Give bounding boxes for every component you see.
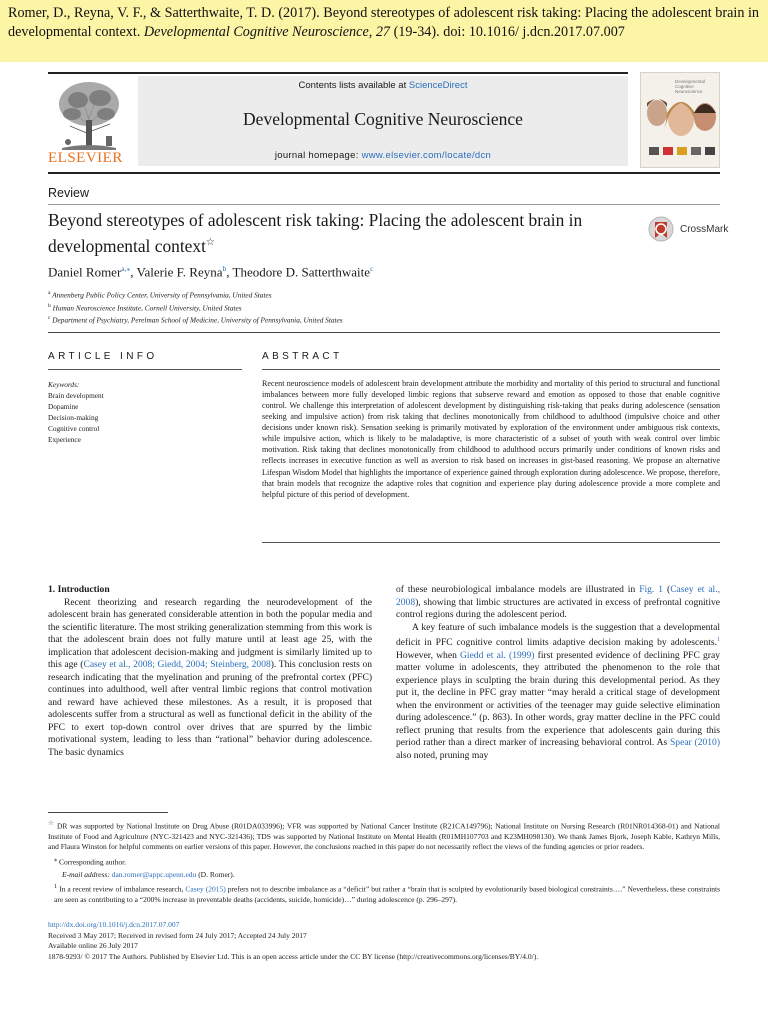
header-rule-top bbox=[48, 72, 628, 74]
author-list: Daniel Romer$^{a,⁎}$, Valerie F. Reyna$^b$, Theodore D. Satterthwaite$^c$ bbox=[48, 264, 374, 280]
footnote-mark: 1 bbox=[54, 883, 58, 891]
received-dates: Received 3 May 2017; Received in revised form 24 July 2017; Accepted 24 July 2017 bbox=[48, 930, 307, 940]
doi-link[interactable]: http://dx.doi.org/10.1016/j.dcn.2017.07.007 bbox=[48, 920, 180, 929]
affiliation-mark: c bbox=[48, 315, 51, 322]
author-affiliation-mark[interactable]: a,⁎ bbox=[121, 264, 131, 273]
footnote-mark: ⁎ bbox=[54, 855, 58, 863]
citation-doi: (19-34). doi: 10.1016/ j.dcn.2017.07.007 bbox=[390, 23, 625, 40]
author-affiliation-mark[interactable]: c bbox=[370, 264, 374, 273]
footnote-text: prefers not to describe imbalance as a “deficit” but rather a “brain that is sculpted by evolutionarily based biological constraints….” Nevertheless, these constraints are seen as contributing to a “200% increase in preventable deaths (accidents, suicide, homicide)…” during adolescence (p. 296–297). bbox=[54, 884, 721, 904]
body-text: of these neurobiological imbalance models are illustrated in bbox=[396, 584, 640, 595]
body-text: ), showing that limbic structures are activated in excess of prefrontal cognitive control regions during the adolescent period. bbox=[396, 596, 720, 620]
article-type: Review bbox=[48, 186, 89, 200]
body-column-right bbox=[396, 584, 720, 762]
keyword-item: Experience bbox=[48, 435, 81, 445]
homepage-link[interactable]: www.elsevier.com/locate/dcn bbox=[361, 150, 492, 161]
keywords-label: Keywords: bbox=[48, 380, 80, 389]
article-metadata bbox=[48, 920, 720, 962]
author-name: Daniel Romer bbox=[48, 264, 122, 280]
contents-prefix: Contents lists available at bbox=[298, 80, 409, 91]
crossmark-label[interactable]: CrossMark bbox=[680, 224, 729, 235]
title-footnote-mark: ☆ bbox=[205, 236, 215, 248]
citation-link[interactable]: Casey et al., 2008 bbox=[396, 584, 720, 608]
available-online: Available online 26 July 2017 bbox=[48, 941, 138, 951]
footnote-rule bbox=[48, 812, 168, 813]
affiliation-text: Annenberg Public Policy Center, University of Pennsylvania, United States bbox=[52, 290, 272, 300]
footnote-text: In a recent review of imbalance research, bbox=[59, 884, 186, 894]
journal-homepage-line bbox=[138, 150, 628, 161]
body-text: first presented evidence of declining PFC gray matter volume in adolescents, they attributed the phenomenon to the role that experience plays in sculpting the brain during this developmental period. As they put it, the decline in PFC gray matter “may herald a critical stage of development when the environment or activities of the teenager may guide selective elimination during adolescence.” (p. 863). In other words, gray matter decline in the PFC could reflect pruning that results from the experience that adolescents gain during this period rather than a direct marker of increasing behavioral control. As bbox=[396, 649, 720, 749]
body-text: A key feature of such imbalance models is the suggestion that a developmental deficit in PFC cognitive control limits adaptive decision making by adolescents. bbox=[396, 621, 720, 649]
body-text: ( bbox=[663, 584, 671, 595]
author-name: Valerie F. Reyna bbox=[136, 264, 223, 280]
keyword-item: Cognitive control bbox=[48, 424, 100, 434]
citation-journal: Developmental Cognitive Neuroscience, 27 bbox=[143, 23, 391, 40]
affiliation-text: Human Neuroscience Institute, Cornell University, United States bbox=[52, 303, 242, 313]
body-paragraph bbox=[48, 597, 372, 760]
affiliation-item bbox=[48, 288, 343, 301]
affiliation-item bbox=[48, 301, 343, 314]
citation-link[interactable]: Giedd et al. (1999) bbox=[460, 649, 535, 661]
citation-link[interactable]: Casey et al., 2008; Giedd, 2004; Steinberg, 2008 bbox=[83, 659, 271, 670]
cover-faces-image bbox=[641, 73, 720, 168]
citation-link[interactable]: Spear (2010) bbox=[670, 737, 721, 749]
footnote-text: Corresponding author. bbox=[59, 857, 127, 867]
footnote-text: DR was supported by National Institute on Drug Abuse (R01DA033996); VFR was supported by National Cancer Institute (R21CA149796); National Institute on Nursing Research (R01NR014368-01) and National Institute of Food and Agriculture (NYC-321423 and NYC-321436); TDS was supported by National Institute on Mental Health (R01MH107703 and K23MH098130). We thank James Bjork, Joseph Kable, Kathryn Mills, and Flaura Winston for helpful comments on earlier versions of this paper. However, the conclusions reached in this paper do not necessarily reflect the views of the funding agencies or prior readers. bbox=[48, 821, 721, 852]
abstract-heading: ABSTRACT bbox=[262, 351, 343, 362]
journal-cover-thumbnail bbox=[640, 72, 720, 168]
body-text: also noted, pruning may bbox=[396, 749, 489, 761]
body-text: However, when bbox=[396, 649, 461, 661]
article-title bbox=[48, 209, 648, 257]
affiliation-mark: b bbox=[48, 302, 51, 309]
footnotes bbox=[48, 819, 720, 907]
email-link[interactable]: dan.romer@appc.upenn.edu bbox=[111, 869, 197, 879]
publisher-name: ELSEVIER bbox=[48, 150, 123, 166]
abstract-rule-top bbox=[262, 369, 720, 370]
affiliation-list bbox=[48, 288, 343, 326]
section-heading-introduction: 1. Introduction bbox=[48, 584, 110, 595]
citation-link[interactable]: Casey (2015) bbox=[185, 884, 226, 894]
footnote-1 bbox=[48, 882, 720, 905]
affiliation-text: Department of Psychiatry, Perelman School of Medicine, University of Pennsylvania, United States bbox=[52, 315, 343, 325]
body-text: Recent theorizing and research regarding the neurodevelopment of the adolescent brain has generated considerable attention in both the popular media and the scientific literature. The most striking generalization stemming from this work is that the adolescent brain does not fully mature until at least age 25, with the implication that adolescent decision-making and judgment is similarly limited up to this age ( bbox=[48, 596, 372, 670]
contents-line bbox=[138, 80, 628, 91]
figure-link[interactable]: Fig. 1 bbox=[639, 584, 664, 595]
keyword-item: Decision-making bbox=[48, 413, 99, 423]
article-info-heading: ARTICLE INFO bbox=[48, 351, 158, 362]
article-title-text: Beyond stereotypes of adolescent risk taking: Placing the adolescent brain in developmental context bbox=[48, 210, 583, 256]
citation-text: Romer, D., Reyna, V. F., & Satterthwaite, T. D. (2017). Beyond stereotypes of adolescent risk taking: Placing the adolescent brain in developmental context. bbox=[8, 5, 759, 40]
keyword-item: Brain development bbox=[48, 391, 104, 401]
cover-title: Developmental Cognitive Neuroscience bbox=[675, 79, 706, 94]
author-name: Theodore D. Satterthwaite bbox=[232, 264, 371, 280]
affiliation-mark: a bbox=[48, 290, 51, 296]
keywords-block bbox=[48, 379, 104, 446]
affiliation-item bbox=[48, 313, 343, 326]
footnote-corresponding bbox=[48, 855, 720, 868]
article-info-rule bbox=[48, 369, 242, 370]
footnote-email bbox=[48, 870, 720, 880]
body-paragraph bbox=[396, 584, 720, 622]
journal-title: Developmental Cognitive Neuroscience bbox=[243, 109, 523, 129]
keyword-item: Dopamine bbox=[48, 402, 79, 412]
body-paragraph bbox=[396, 622, 720, 763]
abstract-text: Recent neuroscience models of adolescent brain development attribute the morbidity and mortality of this period to structural and functional imbalances between more fully developed limbic regions that subserve reward and emotion as opposed to those that enable cognitive control. We challenge this interpretation of adolescent development by distinguishing risk-taking that peaks during adolescence (sensation seeking and impulsive action) from risk taking that declines monotonically from childhood to adulthood (impulsive choice and other decisions under known risk). Sensation seeking is primarily motivated by exploration of the environment under ambiguous risk contexts, while impulsive action, which is likely to be maladaptive, is more characteristic of a subset of youth with weak control over limbic motivation. Risk taking that declines monotonically from childhood to adulthood occurs primarily under conditions of known risks and reflects increases in executive function as well as aversion to risk based on increases in gist-based reasoning. We propose an alternative Lifespan Wisdom Model that highlights the importance of experience gained through exploration during adolescence. We propose, therefore, that brain models that recognize the adaptive roles that cognition and experience play during adolescence provide a more complete and helpful picture of this period of development. bbox=[262, 379, 720, 499]
license-line: 1878-9293/ © 2017 The Authors. Published by Elsevier Ltd. This is an open access article under the CC BY license (http://creativecommons.org/licenses/BY/4.0/). bbox=[48, 951, 539, 961]
footnote-link[interactable]: 1 bbox=[717, 637, 720, 643]
sciencedirect-link[interactable]: ScienceDirect bbox=[408, 80, 468, 91]
body-text: ). This conclusion rests on research indicating that the myelination and pruning of the prefrontal cortex (PFC) continues into adulthood, well after ventral limbic regions that control motivation and reward have achieved these milestones. As a result, it is proposed that adolescents suffer from a structural as well as functional deficit in the ability of the PFC to exert top-down control over drives that are spurred by the limbic motivational system, leading to less than “rational” behavior during adolescence. The basic dynamics bbox=[48, 659, 372, 758]
header-rule-bottom bbox=[48, 172, 720, 174]
citation-banner bbox=[0, 0, 768, 62]
email-suffix: (D. Romer). bbox=[196, 869, 235, 879]
email-label: E-mail address: bbox=[62, 869, 110, 879]
footnote-funding bbox=[48, 819, 720, 853]
article-type-rule bbox=[48, 204, 720, 205]
abstract-rule-bottom bbox=[262, 542, 720, 543]
author-affiliation-mark[interactable]: b bbox=[222, 264, 227, 273]
section-rule bbox=[48, 332, 720, 333]
footnote-mark: ☆ bbox=[48, 820, 55, 827]
journal-header-box bbox=[138, 76, 628, 166]
body-column-left bbox=[48, 584, 372, 759]
homepage-prefix: journal homepage: bbox=[274, 150, 362, 161]
